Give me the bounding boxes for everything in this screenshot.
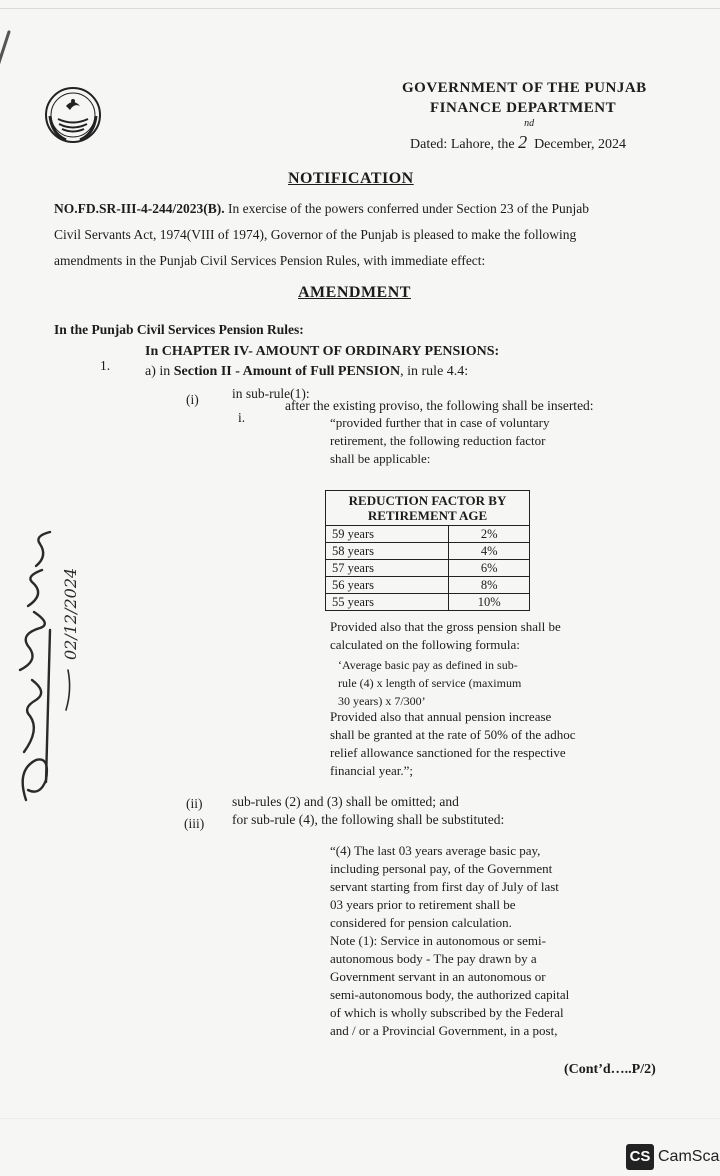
notification-line-3: amendments in the Punjab Civil Services Pension Rules, with immediate effect:: [54, 253, 486, 268]
sub-rule-line: of which is wholly subscribed by the Federal: [330, 1005, 564, 1020]
camscanner-watermark-text: CamSca: [658, 1148, 720, 1165]
section-a-prefix: a) in: [145, 364, 174, 379]
sub-rule-line: Note (1): Service in autonomous or semi-: [330, 933, 546, 948]
clause-ii-label: (ii): [186, 796, 203, 811]
subclause-i-label: i.: [238, 410, 246, 425]
proviso-line: Provided also that the gross pension shall be: [330, 619, 561, 634]
subclause-i-text: after the existing proviso, the following shall be inserted:: [285, 398, 594, 413]
clause-i-text: in sub-rule(1):: [232, 386, 310, 401]
quote-line: “provided further that in case of voluntary: [330, 415, 550, 430]
government-title: GOVERNMENT OF THE PUNJAB: [402, 80, 647, 96]
proviso-line: shall be granted at the rate of 50% of the adhoc: [330, 727, 576, 742]
amendment-title: AMENDMENT: [298, 284, 411, 301]
sub-rule-line: “(4) The last 03 years average basic pay,: [330, 843, 541, 858]
proviso-line: Provided also that annual pension increase: [330, 709, 552, 724]
notification-paragraph: [54, 196, 680, 274]
dated-line: [410, 118, 627, 153]
table-cell-percent: 4%: [449, 543, 530, 560]
sub-rule-line: semi-autonomous body, the authorized capital: [330, 987, 570, 1002]
table-cell-percent: 6%: [449, 560, 530, 577]
formula-line: ‘Average basic pay as defined in sub-: [338, 658, 518, 672]
camscanner-logo-icon: CS: [626, 1144, 654, 1170]
quote-line: shall be applicable:: [330, 451, 431, 466]
sub-rule-line: and / or a Provincial Government, in a post,: [330, 1023, 558, 1038]
dated-prefix: Dated: Lahore, the: [410, 137, 515, 152]
proviso-line: calculated on the following formula:: [330, 637, 520, 652]
continued-note: (Cont’d…..P/2): [564, 1062, 656, 1077]
quote-line: retirement, the following reduction factor: [330, 433, 546, 448]
reduction-factor-table: [325, 490, 530, 611]
clause-i-label: (i): [186, 392, 199, 407]
section-a-line: [145, 364, 468, 380]
table-header-row: [326, 491, 530, 526]
section-a-suffix: , in rule 4.4:: [400, 364, 469, 379]
table-row: [326, 577, 530, 594]
section-a-bold: Section II - Amount of Full PENSION: [173, 364, 401, 379]
amendment-intro: In the Punjab Civil Services Pension Rules:: [54, 322, 304, 337]
notification-line-1: [54, 196, 680, 222]
sub-rule-4-text: [330, 842, 624, 1040]
clause-iii-text: for sub-rule (4), the following shall be substituted:: [232, 812, 505, 827]
dated-day-number: 2: [518, 132, 528, 152]
dated-day-suffix: nd: [524, 118, 535, 129]
table-row: [326, 543, 530, 560]
table-cell-age: 57 years: [326, 560, 449, 577]
table-cell-percent: 8%: [449, 577, 530, 594]
chapter-heading: In CHAPTER IV- AMOUNT OF ORDINARY PENSIONS:: [145, 344, 500, 359]
table-cell-age: 56 years: [326, 577, 449, 594]
proviso-gross-pension: [330, 618, 630, 654]
notification-line-2: Civil Servants Act, 1974(VIII of 1974), Governor of the Punjab is pleased to make the following: [54, 227, 577, 242]
table-header: [326, 491, 530, 526]
table-header-line-2: RETIREMENT AGE: [367, 508, 488, 523]
clause-iii-label: (iii): [184, 816, 205, 831]
dated-suffix: December, 2024: [534, 137, 627, 152]
proviso-line: relief allowance sanctioned for the respective: [330, 745, 566, 760]
table-row: [326, 594, 530, 611]
notification-line-1-text: In exercise of the powers conferred under Section 23 of the Punjab: [228, 201, 589, 216]
scan-edge-line: [0, 1118, 720, 1119]
sub-rule-line: 03 years prior to retirement shall be: [330, 897, 516, 912]
dated-day: [518, 118, 535, 152]
punjab-government-logo-icon: [44, 86, 102, 144]
formula-line: 30 years) x 7/300’: [338, 694, 426, 708]
item-number: 1.: [100, 358, 111, 373]
table-header-line-1: REDUCTION FACTOR BY: [348, 493, 507, 508]
proviso-voluntary-retirement: [330, 414, 626, 468]
formula-line: rule (4) x length of service (maximum: [338, 676, 522, 690]
table-cell-age: 58 years: [326, 543, 449, 560]
table-cell-percent: 2%: [449, 526, 530, 543]
sub-rule-line: autonomous body - The pay drawn by a: [330, 951, 537, 966]
signature-date: 02/12/2024: [61, 567, 80, 660]
top-rule: [0, 8, 720, 9]
sub-rule-line: servant starting from first day of July of last: [330, 879, 559, 894]
sub-rule-line: considered for pension calculation.: [330, 915, 512, 930]
pencil-mark: [0, 30, 11, 80]
clause-ii-text: sub-rules (2) and (3) shall be omitted; and: [232, 794, 459, 809]
department-title: FINANCE DEPARTMENT: [430, 100, 617, 116]
proviso-annual-increase: [330, 708, 630, 780]
table-cell-age: 55 years: [326, 594, 449, 611]
table-row: [326, 560, 530, 577]
table-cell-age: 59 years: [326, 526, 449, 543]
sub-rule-line: Government servant in an autonomous or: [330, 969, 546, 984]
notification-title: NOTIFICATION: [288, 170, 414, 187]
handwritten-signature: [6, 520, 96, 810]
table-row: [326, 526, 530, 543]
sub-rule-line: including personal pay, of the Government: [330, 861, 553, 876]
table-cell-percent: 10%: [449, 594, 530, 611]
reference-number: NO.FD.SR-III-4-244/2023(B).: [54, 201, 225, 216]
pension-formula: [338, 656, 618, 710]
proviso-line: financial year.”;: [330, 763, 414, 778]
